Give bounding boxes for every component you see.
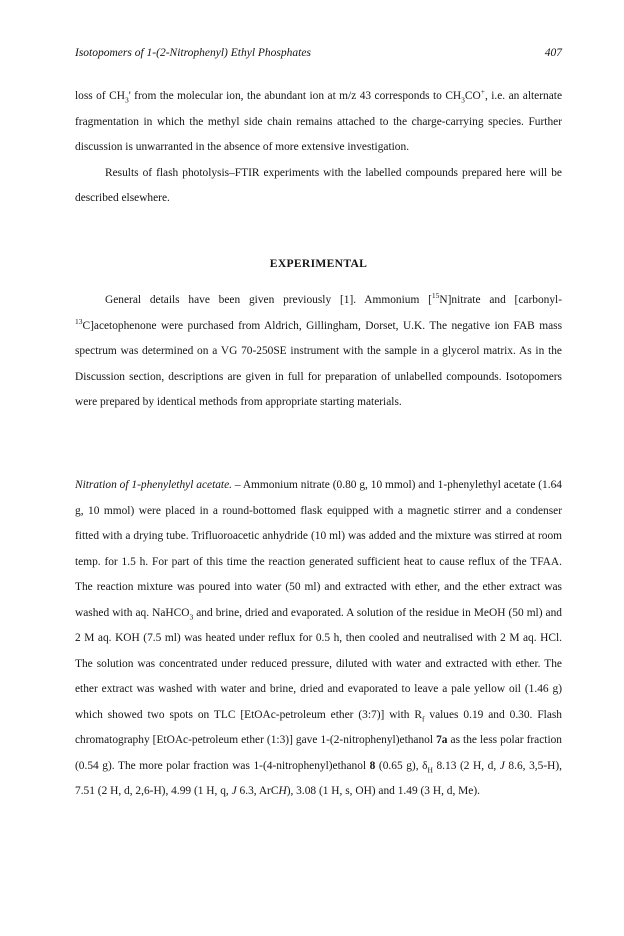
experimental-paragraph-1: General details have been given previously [1]. Ammonium [$^{15}$N]nitrate and [carbonyl-$^{13}$C]acetophenone were purchased from Aldrich, Gillingham, Dorset, U.K. The negative ion FAB mass spectrum was determined on a VG 70-250SE instrument with the sample in a glycerol matrix. As in the Discussion section, descriptions are given in full for preparation of unlabelled compounds. Isotopomers were prepared by identical methods from appropriate starting materials. bbox=[75, 291, 562, 408]
page-number: 407 bbox=[544, 47, 562, 59]
discussion-section bbox=[75, 84, 562, 212]
running-header bbox=[75, 47, 562, 59]
experimental-heading: EXPERIMENTAL bbox=[269, 257, 368, 270]
discussion-paragraph-1: loss of $CH_3'$ from the molecular ion, the abundant ion at m/z 43 corresponds to $CH_3CO^+$, i.e. an alternate fragmentation in which the methyl side chain remains attached to the charge-carrying species. Further discussion is unwarranted in the absence of more extensive investigation. bbox=[75, 87, 563, 153]
experimental-section bbox=[75, 288, 562, 416]
discussion-paragraph-2: Results of flash photolysis–FTIR experiments with the labelled compounds prepared here will be described elsewhere. bbox=[75, 166, 562, 204]
running-title: Isotopomers of 1-(2-Nitrophenyl) Ethyl Phosphates bbox=[75, 47, 311, 59]
nitration-paragraph: Nitration of 1-phenylethyl acetate. – Ammonium nitrate (0.80 g, 10 mmol) and 1-phenylethyl acetate (1.64 g, 10 mmol) were placed in a round-bottomed flask equipped with a magnetic stirrer and a condenser fitted with a drying tube. Trifluoroacetic anhydride (10 ml) was added and the mixture was stirred at room temp. for 1.5 h. For part of this time the reaction generated sufficient heat to cause reflux of the TFAA. The reaction mixture was poured into water (50 ml) and extracted with ether, and the ether extract was washed with aq. NaHCO$_3$ and brine, dried and evaporated. A solution of the residue in MeOH (50 ml) and 2 M aq. KOH (7.5 ml) was heated under reflux for 0.5 h, then cooled and neutralised with 2 M aq. HCl. The solution was concentrated under reduced pressure, diluted with water and extracted with ether. The ether extract was washed with water and brine, dried and evaporated to leave a pale yellow oil (1.46 g) which showed two spots on TLC [EtOAc-petroleum ether (3:7)] with $R_f$ values 0.19 and 0.30. Flash chromatography [EtOAc-petroleum ether (1:3)] gave 1-(2-nitrophenyl)ethanol 7a as the less polar fraction (0.54 g). The more polar fraction was 1-(4-nitrophenyl)ethanol 8 (0.65 g), $\delta_H$ 8.13 (2 H, d, J 8.6, 3,5-H), 7.51 (2 H, d, 2,6-H), 4.99 (1 H, q, J 6.3, ArCH), 3.08 (1 H, s, OH) and 1.49 (3 H, d, Me). bbox=[75, 479, 563, 797]
nitration-procedure bbox=[75, 473, 562, 805]
procedure-title: Nitration of 1-phenylethyl acetate. bbox=[75, 479, 232, 491]
compound-8: 8 bbox=[369, 759, 376, 772]
compound-7a: 7a bbox=[436, 734, 448, 746]
